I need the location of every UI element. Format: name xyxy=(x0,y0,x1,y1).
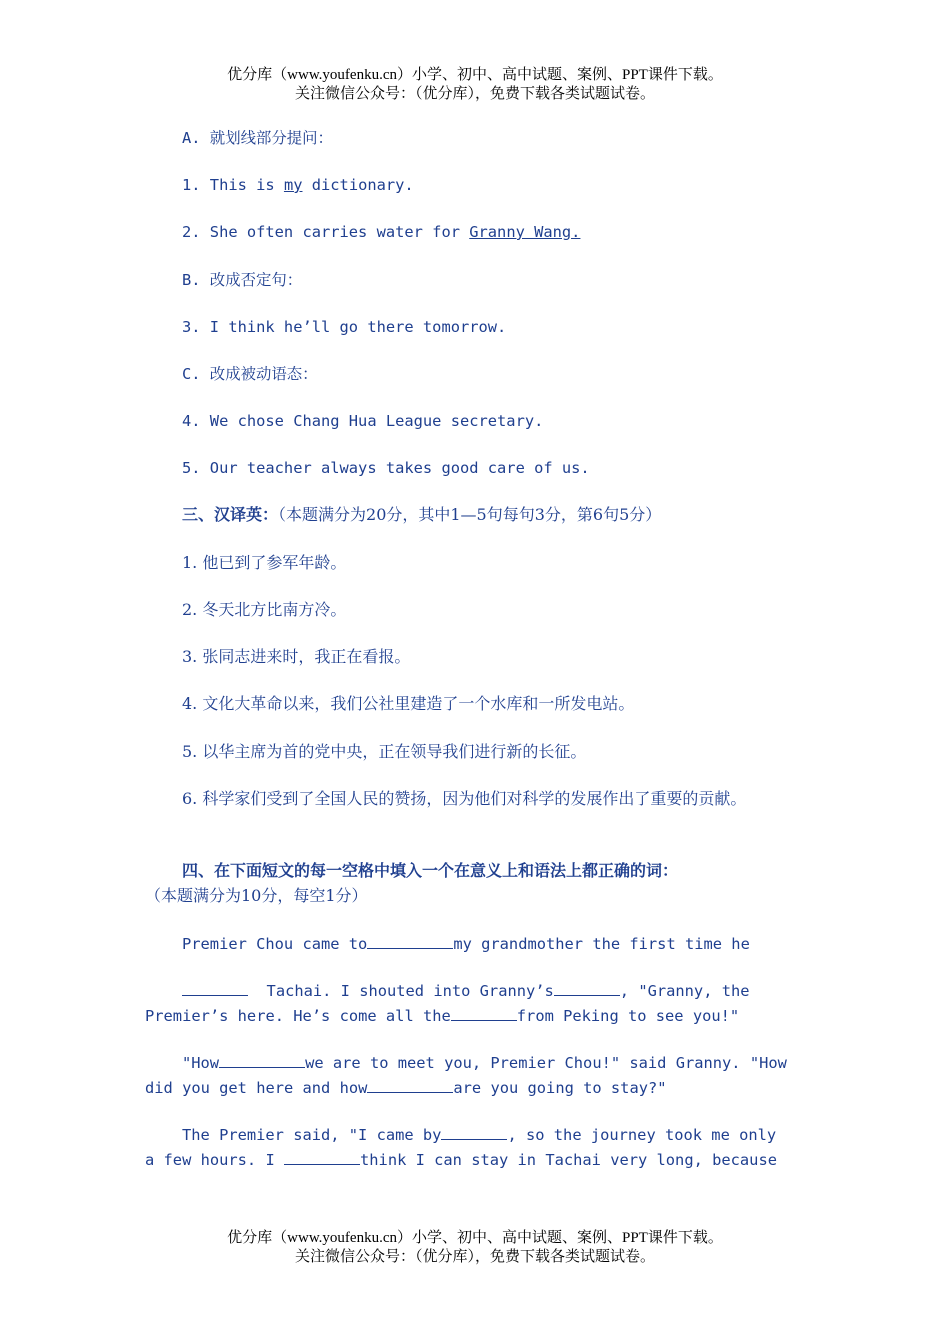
footer-line-1: 优分库（www.youfenku.cn）小学、初中、高中试题、案例、PPT课件下载。 xyxy=(227,1230,723,1246)
question-3: 3. I think he’ll go there tomorrow. xyxy=(182,318,507,336)
question-4: 4. We chose Chang Hua League secretary. xyxy=(182,412,544,430)
section-4-note: （本题满分为10分，每空1分） xyxy=(145,886,368,905)
passage-line-5: did you get here and how are you going to stay?" xyxy=(145,1079,667,1097)
question-1: 1. This is my dictionary. xyxy=(182,176,414,194)
section-4-title: 四、在下面短文的每一空格中填入一个在意义上和语法上都正确的词： xyxy=(182,861,679,880)
translate-item-6: 6. 科学家们受到了全国人民的赞扬，因为他们对科学的发展作出了重要的贡献。 xyxy=(182,789,747,808)
passage-line-6: The Premier said, "I came by , so the journey took me only xyxy=(182,1126,777,1144)
footer-line-2: 关注微信公众号：（优分库），免费下载各类试题试卷。 xyxy=(294,1249,655,1265)
translate-item-5: 5. 以华主席为首的党中央，正在领导我们进行新的长征。 xyxy=(182,742,587,761)
part-b-label: B. 改成否定句： xyxy=(182,271,303,289)
passage-line-4: "How we are to meet you, Premier Chou!" said Granny. "How xyxy=(182,1054,787,1072)
question-2: 2. She often carries water for Granny Wang. xyxy=(182,223,581,241)
question-5: 5. Our teacher always takes good care of us. xyxy=(182,459,590,477)
header-line-2: 关注微信公众号：（优分库），免费下载各类试题试卷。 xyxy=(294,86,655,102)
passage-line-7: a few hours. I think I can stay in Tachai very long, because xyxy=(145,1151,777,1169)
passage-line-2: Tachai. I shouted into Granny’s , "Granny, the xyxy=(182,979,750,1003)
passage-line-1: Premier Chou came to my grandmother the first time he xyxy=(182,935,750,953)
translate-item-2: 2. 冬天北方比南方冷。 xyxy=(182,600,347,619)
translate-item-3: 3. 张同志进来时，我正在看报。 xyxy=(182,647,411,666)
part-c-label: C. 改成被动语态： xyxy=(182,365,318,383)
translate-item-4: 4. 文化大革命以来，我们公社里建造了一个水库和一所发电站。 xyxy=(182,694,635,713)
section-3-heading: 三、汉译英：（本题满分为20分，其中1—5句每句3分，第6句5分） xyxy=(182,505,662,524)
passage-line-3: Premier’s here. He’s come all the from Peking to see you!" xyxy=(145,1007,740,1025)
translate-item-1: 1. 他已到了参军年龄。 xyxy=(182,553,347,572)
part-a-label: A. 就划线部分提问： xyxy=(182,129,333,147)
header-line-1: 优分库（www.youfenku.cn）小学、初中、高中试题、案例、PPT课件下载。 xyxy=(227,67,723,83)
